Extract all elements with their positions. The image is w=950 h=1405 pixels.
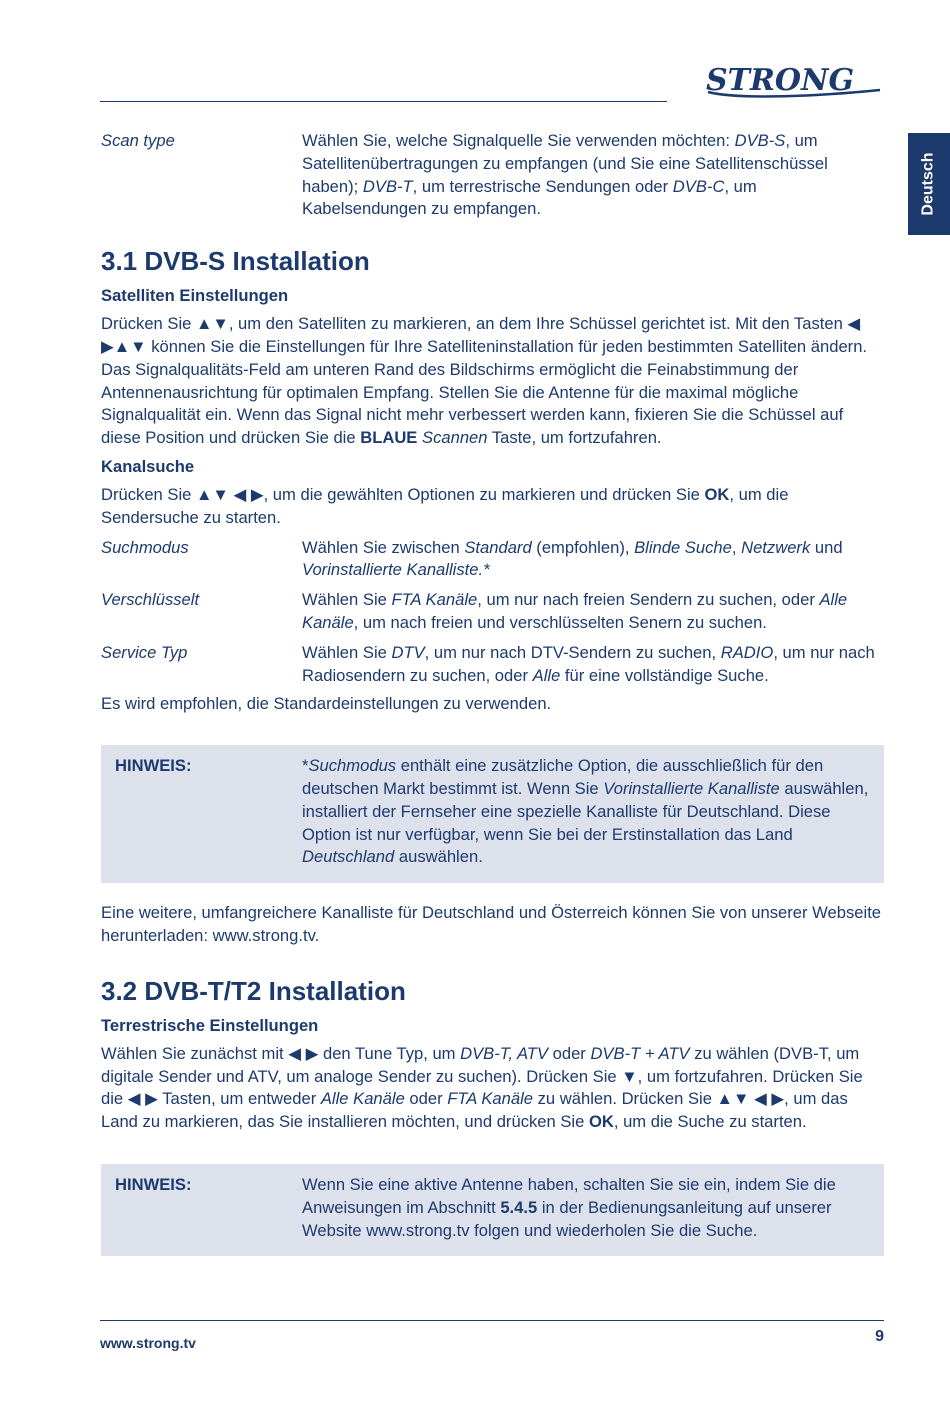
header-rule bbox=[100, 101, 667, 102]
service-type-row bbox=[101, 642, 884, 688]
scan-type-def: Wählen Sie, welche Signalquelle Sie verwenden möchten: DVB-S, um Satellitenübertragungen zu empfangen (und Sie eine Satellitenschüssel haben); DVB-T, um terrestrische Sendungen oder DVB-C, um Kabelsendungen zu empfangen. bbox=[302, 131, 828, 219]
page-content bbox=[101, 130, 884, 1256]
note-1-text: *Suchmodus enthält eine zusätzliche Option, die ausschließlich für den deutschen Markt bestimmt ist. Wenn Sie Vorinstallierte Kanalliste auswählen, installiert der Fernseher eine spezielle Kanalliste für Deutschland. Diese Option ist nur verfügbar, wenn Sie bei der Erstinstallation das Land Deutschland auswählen. bbox=[302, 756, 869, 867]
section-3-1-title: 3.1 DVB-S Installation bbox=[101, 246, 370, 277]
strong-logo bbox=[700, 60, 885, 100]
note-2-text: Wenn Sie eine aktive Antenne haben, schalten Sie sie ein, indem Sie die Anweisungen im Abschnitt 5.4.5 in der Bedienungsanleitung auf unserer Website www.strong.tv folgen und wiederholen Sie die Suche. bbox=[302, 1174, 836, 1240]
scan-type-term: Scan type bbox=[101, 131, 175, 150]
language-tab bbox=[908, 133, 950, 235]
page-number: 9 bbox=[875, 1328, 884, 1345]
encrypted-term: Verschlüsselt bbox=[101, 590, 200, 610]
encrypted-row bbox=[101, 589, 884, 635]
channel-search-text: Drücken Sie ▲▼ ◀ ▶, um die gewählten Optionen zu markieren und drücken Sie OK, um die Sendersuche zu starten. bbox=[101, 484, 789, 527]
scan-type-row bbox=[101, 130, 884, 221]
download-text: Eine weitere, umfangreichere Kanalliste für Deutschland und Österreich können Sie von unserer Webseite herunterladen: www.strong.tv. bbox=[101, 903, 882, 945]
encrypted-def: Wählen Sie FTA Kanäle, um nur nach freien Sendern zu suchen, oder Alle Kanäle, um nach freien und verschlüsselten Senern zu suchen. bbox=[302, 590, 848, 632]
note-2-label: HINWEIS: bbox=[115, 1174, 192, 1194]
service-type-term: Service Typ bbox=[101, 642, 188, 662]
satellite-settings-text: Drücken Sie ▲▼, um den Satelliten zu markieren, an dem Ihre Schüssel gerichtet ist. Mit den Tasten ◀ ▶▲▼ können Sie die Einstellungen für Ihre Satelliteninstallation für jeden bestimmten Satelliten ändern. Das Signalqualitäts-Feld am unteren Rand des Bildschirms ermöglicht die Feinabstimmung der Antennenausrichtung für optimalen Empfang. Stellen Sie die Antenne für die maximal mögliche Signalqualität ein. Wenn das Signal nicht mehr verbessert werden kann, fixieren Sie die Schüssel auf diese Position und drücken Sie die BLAUE Scannen Taste, um fortzufahren. bbox=[101, 314, 868, 448]
note-1-label: HINWEIS: bbox=[115, 756, 192, 776]
recommendation-text: Es wird empfohlen, die Standardeinstellungen zu verwenden. bbox=[101, 694, 552, 714]
language-tab-label: Deutsch bbox=[920, 152, 937, 216]
note-box-2 bbox=[101, 1164, 884, 1256]
footer-rule bbox=[100, 1320, 884, 1321]
note-box-1 bbox=[101, 745, 884, 883]
search-mode-term: Suchmodus bbox=[101, 537, 189, 557]
terrestrial-settings-heading: Terrestrische Einstellungen bbox=[101, 1015, 319, 1035]
search-mode-row bbox=[101, 537, 884, 583]
service-type-def: Wählen Sie DTV, um nur nach DTV-Sendern zu suchen, RADIO, um nur nach Radiosendern zu suchen, oder Alle für eine vollständige Suche. bbox=[302, 642, 875, 685]
footer-url: www.strong.tv bbox=[100, 1335, 196, 1351]
section-3-2-title: 3.2 DVB-T/T2 Installation bbox=[101, 975, 406, 1006]
satellite-settings-heading: Satelliten Einstellungen bbox=[101, 286, 289, 306]
search-mode-def: Wählen Sie zwischen Standard (empfohlen), Blinde Suche, Netzwerk und Vorinstallierte Kanalliste.* bbox=[302, 537, 843, 580]
channel-search-heading: Kanalsuche bbox=[101, 456, 195, 476]
terrestrial-settings-text: Wählen Sie zunächst mit ◀ ▶ den Tune Typ, um DVB-T, ATV oder DVB-T + ATV zu wählen (DVB-T, um digitale Sender und ATV, um analoge Sender zu suchen). Drücken Sie ▼, um fortzufahren. Drücken Sie die ◀ ▶ Tasten, um entweder Alle Kanäle oder FTA Kanäle zu wählen. Drücken Sie ▲▼ ◀ ▶, um das Land zu markieren, das Sie installieren möchten, und drücken Sie OK, um die Suche zu starten. bbox=[101, 1043, 863, 1132]
logo-text: STRONG bbox=[706, 63, 855, 98]
